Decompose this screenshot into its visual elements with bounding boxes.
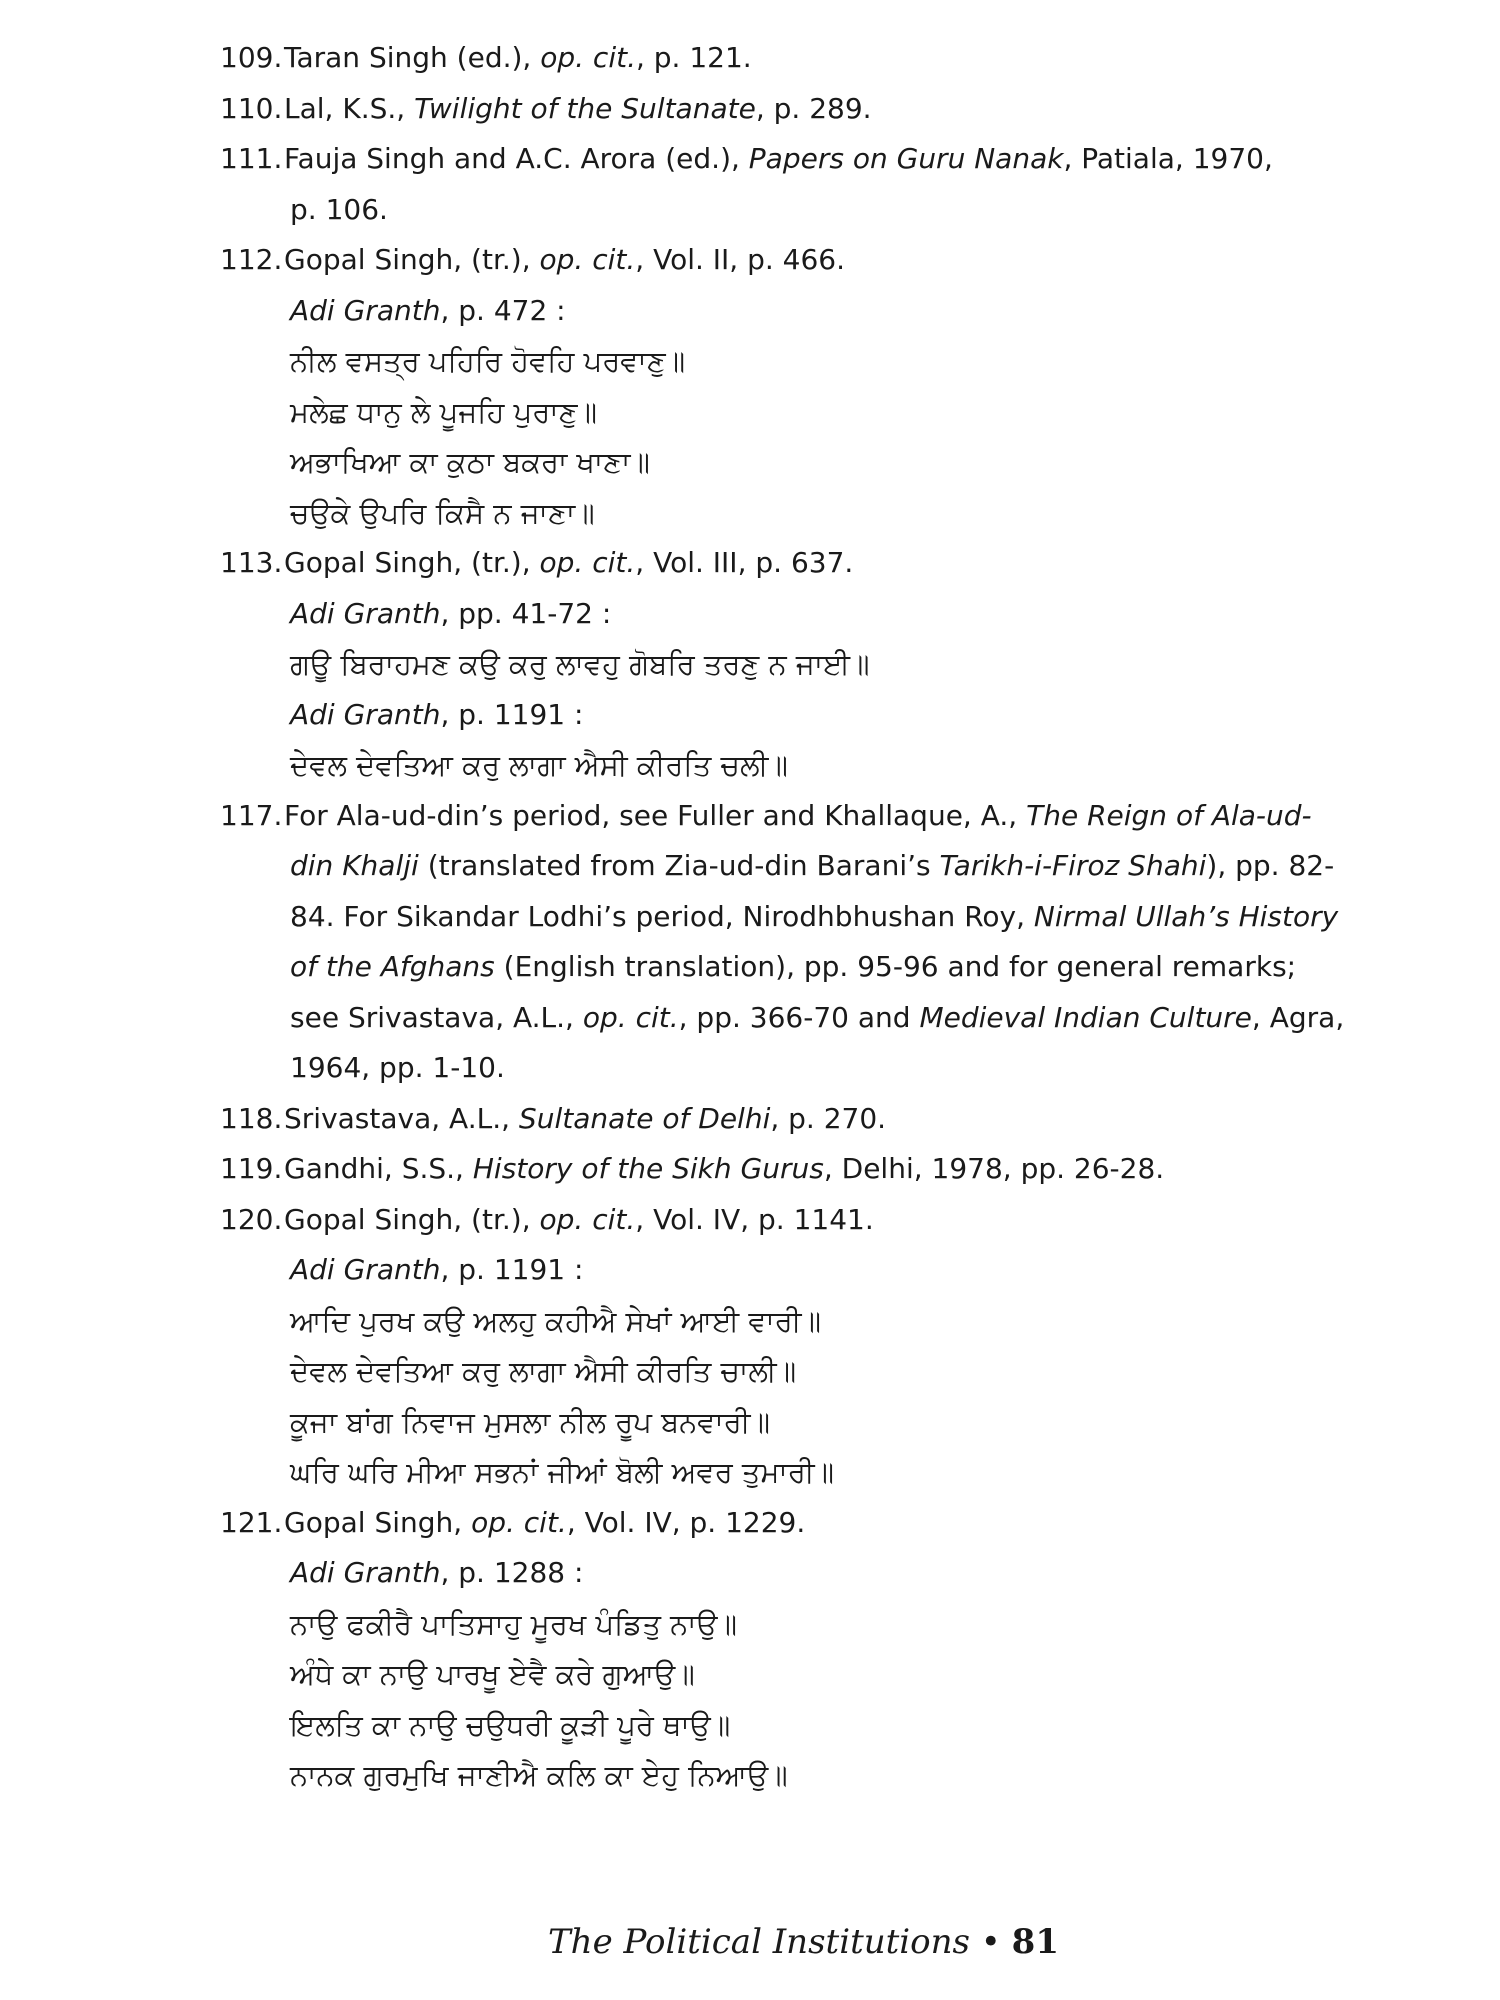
- italic-title: Tarikh-i-Firoz Shahi: [939, 849, 1207, 882]
- note-number: 119.: [220, 1152, 283, 1185]
- note-text: [284, 89, 872, 129]
- note-text: [290, 1452, 834, 1493]
- italic-title: op. cit.: [582, 1000, 679, 1034]
- citation-text: , p. 1288 :: [440, 1556, 584, 1589]
- italic-title: Adi Granth: [290, 1556, 441, 1589]
- italic-title: Medieval Indian Culture: [919, 1000, 1252, 1034]
- italic-title: op. cit.: [539, 1202, 636, 1236]
- note-text: [290, 1048, 505, 1088]
- gurmukhi-verse: ਦੇਵਲ ਦੇਵਤਿਆ ਕਰੁ ਲਾਗਾ ਐਸੀ ਕੀਰਤਿ ਚਾਲੀ॥: [290, 1354, 797, 1388]
- note-text: [290, 695, 583, 735]
- note-text: [290, 1250, 583, 1290]
- italic-title: op. cit.: [540, 41, 636, 74]
- citation-text: Fauja Singh and A.C. Arora (ed.),: [284, 142, 749, 175]
- italic-title: op. cit.: [539, 243, 636, 276]
- gurmukhi-verse: ਮਲੇਛ ਧਾਨੁ ਲੇ ਪੂਜਹਿ ਪੁਰਾਣੁ॥: [290, 394, 598, 429]
- italic-title: op. cit.: [471, 1505, 567, 1539]
- note-number: 110.: [220, 91, 283, 125]
- note-text: [290, 897, 1338, 937]
- italic-title: Adi Granth: [290, 596, 441, 630]
- note-text: [284, 38, 752, 78]
- note-text: [284, 1099, 886, 1139]
- citation-text: (English translation), pp. 95-96 and for general remarks;: [494, 950, 1297, 983]
- note-text: [290, 1351, 796, 1392]
- italic-title: Nirmal Ullah’s History: [1033, 899, 1339, 933]
- citation-text: Gopal Singh, (tr.),: [284, 546, 540, 579]
- note-text: [284, 1200, 874, 1240]
- gurmukhi-verse: ਘਰਿ ਘਰਿ ਮੀਆ ਸਭਨਾਂ ਜੀਆਂ ਬੋਲੀ ਅਵਰ ਤੁਮਾਰੀ॥: [290, 1455, 835, 1489]
- note-text: [290, 1604, 737, 1645]
- note-text: [290, 1705, 730, 1746]
- citation-text: p. 106.: [290, 192, 388, 226]
- gurmukhi-verse: ਨਾਉ ਫਕੀਰੈ ਪਾਤਿਸਾਹੁ ਮੂਰਖ ਪੰਡਿਤੁ ਨਾਉ॥: [290, 1606, 738, 1641]
- gurmukhi-verse: ਅਭਾਖਿਆ ਕਾ ਕੁਠਾ ਬਕਰਾ ਖਾਣਾ॥: [290, 445, 650, 479]
- note-text: [290, 998, 1344, 1038]
- citation-text: , pp. 41-72 :: [440, 596, 612, 630]
- note-number: 117.: [220, 798, 283, 832]
- citation-text: 1964, pp. 1-10.: [290, 1051, 505, 1084]
- gurmukhi-verse: ਅੰਧੇ ਕਾ ਨਾਉ ਪਾਰਖੂ ਏਵੈ ਕਰੇ ਗੁਆਉ॥: [290, 1657, 695, 1691]
- note-text: [290, 1755, 788, 1796]
- note-text: [290, 947, 1296, 987]
- note-text: [284, 240, 845, 280]
- note-number: 118.: [220, 1101, 283, 1135]
- note-number: 112.: [220, 243, 283, 276]
- footer-title: The Political Institutions: [548, 1922, 970, 1962]
- citation-text: , p. 289.: [755, 91, 872, 125]
- citation-text: Lal, K.S.,: [284, 91, 415, 125]
- italic-title: Adi Granth: [290, 697, 441, 731]
- italic-title: Papers on Guru Nanak: [748, 142, 1064, 175]
- citation-text: , Patiala, 1970,: [1063, 142, 1273, 175]
- note-text: [290, 442, 650, 483]
- note-text: [290, 341, 685, 382]
- italic-title: of the Afghans: [290, 950, 495, 983]
- note-text: [290, 1402, 770, 1443]
- citation-text: , p. 270.: [770, 1101, 887, 1135]
- citation-text: , p. 1191 :: [440, 1253, 584, 1286]
- note-text: [284, 1149, 1164, 1189]
- gurmukhi-verse: ਨੀਲ ਵਸਤ੍ਰ ਪਹਿਰਿ ਹੋਵਹਿ ਪਰਵਾਣੁ॥: [290, 344, 686, 378]
- footer-separator: •: [980, 1922, 1001, 1962]
- gurmukhi-verse: ਨਾਨਕ ਗੁਰਮੁਖਿ ਜਾਣੀਐ ਕਲਿ ਕਾ ਏਹੁ ਨਿਆਉ॥: [290, 1758, 788, 1792]
- gurmukhi-verse: ਕੂਜਾ ਬਾਂਗ ਨਿਵਾਜ ਮੁਸਲਾ ਨੀਲ ਰੂਪ ਬਨਵਾਰੀ॥: [290, 1404, 771, 1439]
- running-footer: [548, 1920, 1059, 1964]
- gurmukhi-verse: ਆਦਿ ਪੁਰਖ ਕਉ ਅਲਹੁ ਕਹੀਐ ਸੇਖਾਂ ਆਈ ਵਾਰੀ॥: [290, 1303, 822, 1338]
- italic-title: Sultanate of Delhi: [518, 1101, 771, 1135]
- italic-title: op. cit.: [539, 546, 636, 579]
- citation-text: Gopal Singh, (tr.),: [284, 1202, 540, 1236]
- citation-text: , Agra,: [1251, 1000, 1345, 1034]
- page-number: 81: [1011, 1922, 1059, 1962]
- citation-text: , Vol. IV, p. 1141.: [635, 1202, 874, 1236]
- citation-text: (translated from Zia-ud-din Barani’s: [418, 849, 940, 882]
- gurmukhi-verse: ਇਲਤਿ ਕਾ ਨਾਉ ਚਉਧਰੀ ਕੂੜੀ ਪੂਰੇ ਥਾਉ॥: [290, 1707, 731, 1742]
- citation-text: , Vol. II, p. 466.: [635, 243, 846, 276]
- note-text: [290, 1553, 583, 1593]
- gurmukhi-verse: ਦੇਵਲ ਦੇਵਤਿਆ ਕਰੁ ਲਾਗਾ ਐਸੀ ਕੀਰਤਿ ਚਲੀ॥: [290, 748, 788, 782]
- citation-text: ), pp. 82-: [1206, 849, 1335, 882]
- citation-text: Gandhi, S.S.,: [284, 1152, 473, 1185]
- citation-text: For Ala-ud-din’s period, see Fuller and Khallaque, A.,: [284, 798, 1027, 832]
- citation-text: Gopal Singh,: [284, 1505, 472, 1539]
- note-text: [290, 291, 566, 331]
- citation-text: 84. For Sikandar Lodhi’s period, Nirodhbhushan Roy,: [290, 899, 1034, 933]
- note-number: 113.: [220, 546, 283, 579]
- italic-title: din Khalji: [290, 849, 419, 882]
- citation-text: , p. 1191 :: [440, 697, 584, 731]
- italic-title: Adi Granth: [290, 293, 441, 327]
- note-text: [290, 846, 1334, 886]
- note-text: [290, 1301, 821, 1342]
- citation-text: Gopal Singh, (tr.),: [284, 243, 540, 276]
- italic-title: History of the Sikh Gurus: [472, 1152, 824, 1185]
- gurmukhi-verse: ਚਉਕੇ ਉਪਰਿ ਕਿਸੈ ਨ ਜਾਣਾ॥: [290, 495, 595, 530]
- citation-text: Srivastava, A.L.,: [284, 1101, 519, 1135]
- italic-title: Adi Granth: [290, 1253, 441, 1286]
- note-text: [290, 190, 388, 230]
- citation-text: , p. 472 :: [440, 293, 566, 327]
- note-text: [290, 493, 595, 534]
- note-text: [290, 392, 597, 433]
- citation-text: see Srivastava, A.L.,: [290, 1000, 583, 1034]
- note-text: [284, 1503, 805, 1543]
- note-text: [290, 745, 788, 786]
- note-text: [284, 543, 853, 583]
- note-number: 109.: [220, 41, 283, 74]
- citation-text: , p. 121.: [635, 41, 752, 74]
- note-text: [290, 1654, 695, 1695]
- italic-title: Twilight of the Sultanate: [414, 91, 756, 125]
- citation-text: , Delhi, 1978, pp. 26-28.: [823, 1152, 1165, 1185]
- note-text: [290, 644, 870, 685]
- italic-title: The Reign of Ala-ud-: [1026, 798, 1312, 832]
- citation-text: Taran Singh (ed.),: [284, 41, 541, 74]
- note-text: [284, 796, 1312, 836]
- note-number: 120.: [220, 1202, 283, 1236]
- gurmukhi-verse: ਗਊ ਬਿਰਾਹਮਣ ਕਉ ਕਰੁ ਲਾਵਹੁ ਗੋਬਰਿ ਤਰਣੁ ਨ ਜਾਈ॥: [290, 647, 870, 681]
- note-number: 121.: [220, 1505, 283, 1539]
- note-number: 111.: [220, 142, 283, 175]
- citation-text: , Vol. IV, p. 1229.: [566, 1505, 806, 1539]
- note-text: [290, 594, 611, 634]
- citation-text: , Vol. III, p. 637.: [635, 546, 854, 579]
- note-text: [284, 139, 1273, 179]
- citation-text: , pp. 366-70 and: [678, 1000, 920, 1034]
